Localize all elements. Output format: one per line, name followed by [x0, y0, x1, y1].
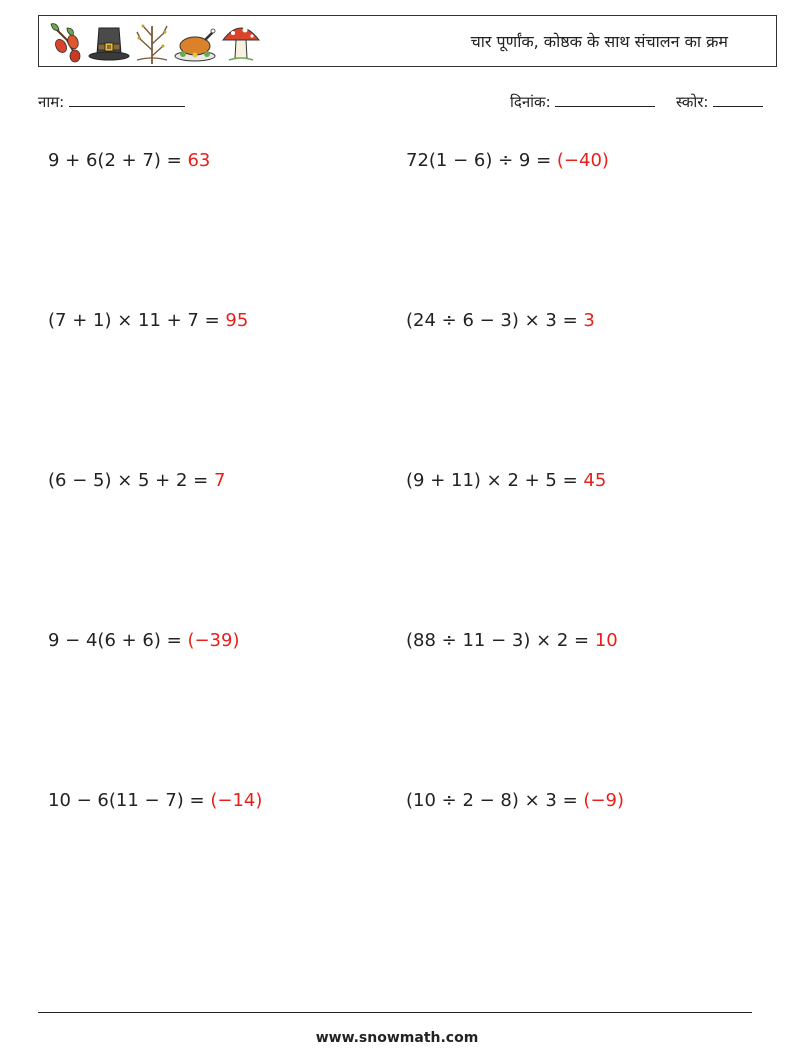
pilgrim-hat-icon	[87, 20, 131, 64]
problem-answer: 10	[594, 630, 618, 651]
rose-hips-icon	[47, 20, 85, 64]
header-icons	[47, 20, 263, 64]
problem-answer: (−9)	[583, 790, 625, 811]
problem-expression: 9 + 6(2 + 7) =	[48, 150, 188, 171]
problem-answer: (−39)	[187, 630, 240, 651]
problem-expression: (9 + 11) × 2 + 5 =	[406, 470, 584, 491]
mushroom-icon	[219, 20, 263, 64]
problem-answer: (−14)	[210, 790, 263, 811]
problem-answer: 45	[583, 470, 607, 491]
name-blank[interactable]	[69, 92, 185, 107]
problem-expression: 9 − 4(6 + 6) =	[48, 630, 188, 651]
worksheet-header	[38, 15, 777, 67]
score-field	[676, 92, 763, 112]
problem-expression: 10 − 6(11 − 7) =	[48, 790, 211, 811]
problem-10	[406, 790, 624, 811]
problem-expression: (6 − 5) × 5 + 2 =	[48, 470, 214, 491]
problem-answer: (−40)	[556, 150, 609, 171]
problem-expression: (10 ÷ 2 − 8) × 3 =	[406, 790, 584, 811]
problem-3	[48, 310, 248, 331]
footer-divider	[38, 1012, 752, 1013]
problem-5	[48, 470, 225, 491]
problem-expression: (7 + 1) × 11 + 7 =	[48, 310, 226, 331]
problem-expression: 72(1 − 6) ÷ 9 =	[406, 150, 557, 171]
problem-7	[48, 630, 239, 651]
problem-expression: (24 ÷ 6 − 3) × 3 =	[406, 310, 584, 331]
bare-branch-icon	[133, 20, 171, 64]
footer-url[interactable]: www.snowmath.com	[315, 1030, 479, 1046]
name-field	[38, 92, 185, 112]
date-blank[interactable]	[555, 92, 655, 107]
problem-1	[48, 150, 210, 171]
problem-4	[406, 310, 595, 331]
problem-expression: (88 ÷ 11 − 3) × 2 =	[406, 630, 595, 651]
roast-turkey-icon	[173, 20, 217, 64]
problem-answer: 95	[225, 310, 249, 331]
problem-answer: 3	[583, 310, 595, 331]
date-field	[510, 92, 655, 112]
worksheet-title: चार पूर्णांक, कोष्ठक के साथ संचालन का क्रम	[470, 32, 728, 51]
problem-8	[406, 630, 618, 651]
problem-9	[48, 790, 262, 811]
problem-6	[406, 470, 606, 491]
problem-2	[406, 150, 609, 171]
problem-answer: 63	[187, 150, 211, 171]
score-label: स्कोर:	[676, 93, 709, 111]
score-blank[interactable]	[713, 92, 763, 107]
name-label: नाम:	[38, 93, 65, 111]
date-label: दिनांक:	[510, 93, 551, 111]
problem-answer: 7	[213, 470, 226, 491]
